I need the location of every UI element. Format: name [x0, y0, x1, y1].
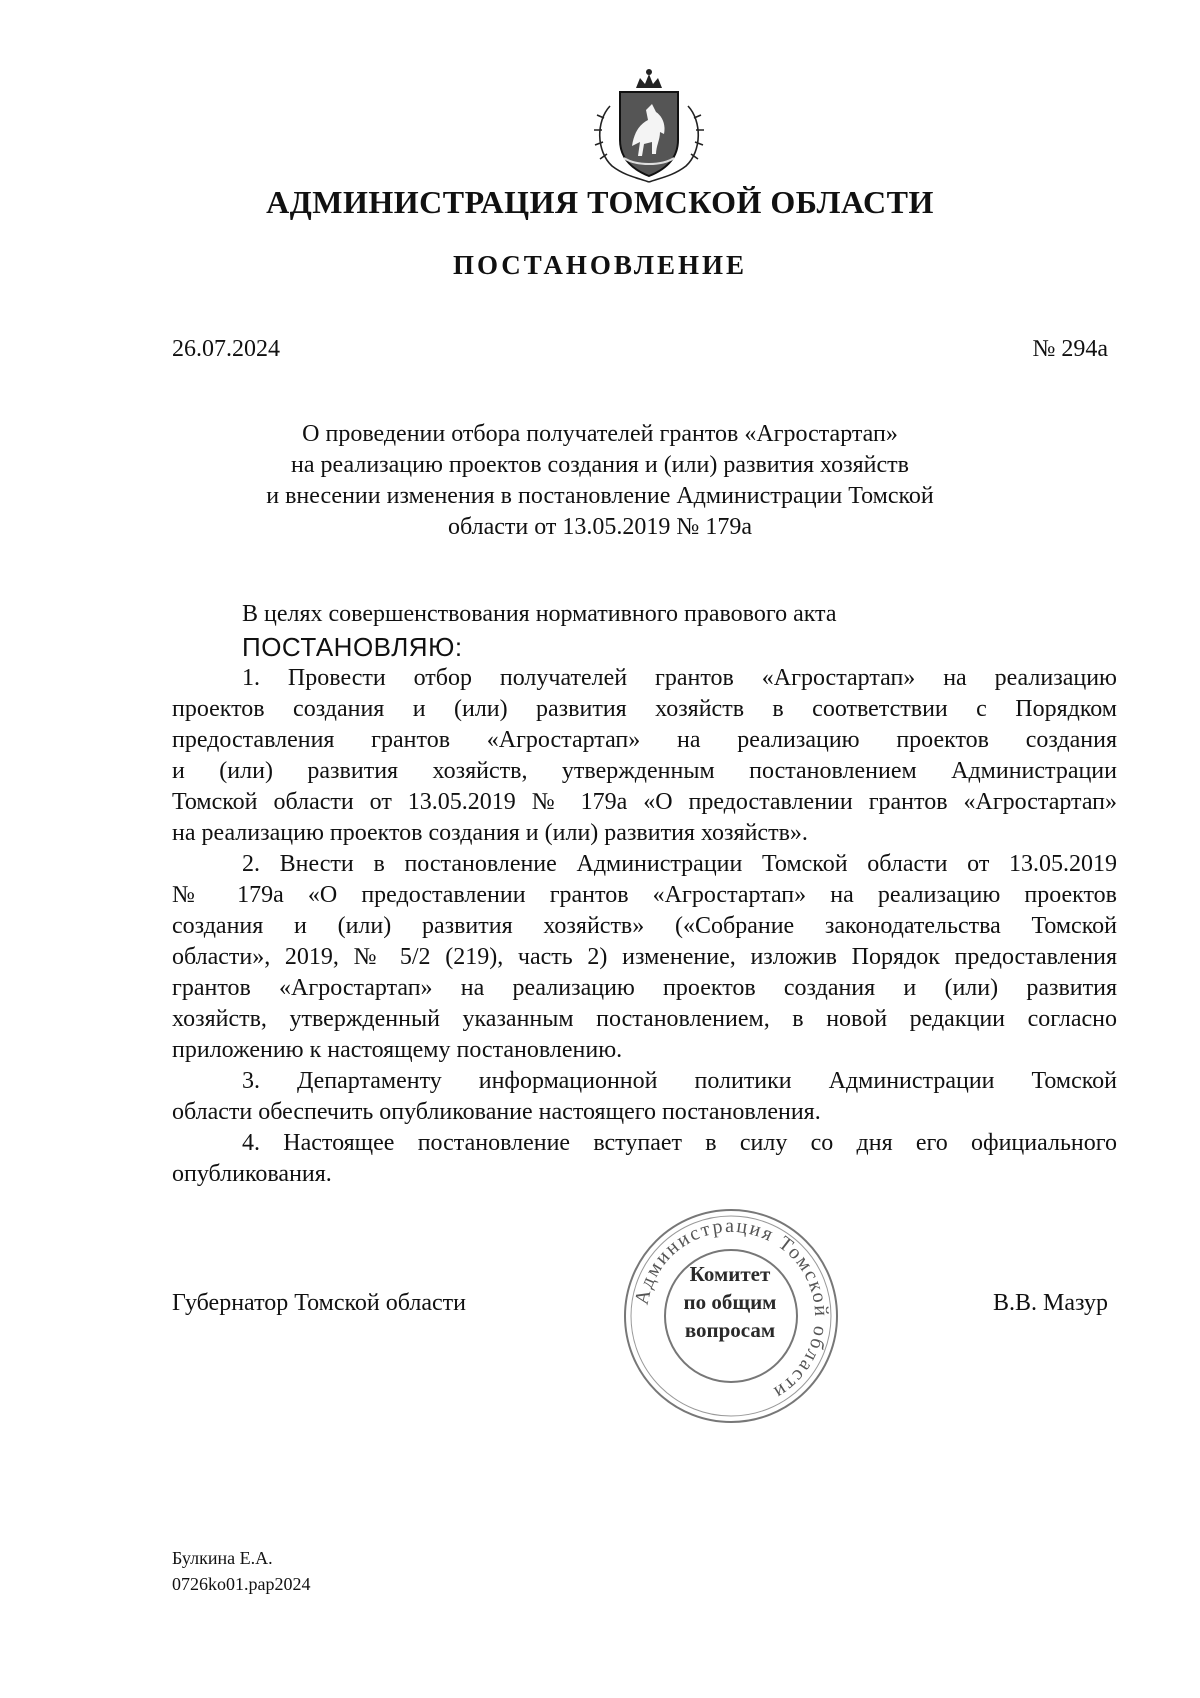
title-line: области от 13.05.2019 № 179а	[448, 514, 752, 540]
text-line: № 179а «О предоставлении грантов «Агростартап» на реализацию проектов	[172, 882, 1117, 908]
text-line: и (или) развития хозяйств, утвержденным постановлением Администрации	[172, 758, 1117, 784]
decree-word: ПОСТАНОВЛЯЮ:	[242, 632, 463, 662]
title-line: на реализацию проектов создания и (или) развития хозяйств	[291, 452, 909, 478]
coat-of-arms-icon	[590, 66, 708, 188]
text-line: 2. Внести в постановление Администрации Томской области от 13.05.2019	[242, 851, 1117, 877]
signatory-name: В.В. Мазур	[993, 1290, 1108, 1316]
text-line: хозяйств, утвержденный указанным постановлением, в новой редакции согласно	[172, 1006, 1117, 1032]
text-line: грантов «Агростартап» на реализацию проектов создания и (или) развития	[172, 975, 1117, 1001]
text-line: области», 2019, № 5/2 (219), часть 2) изменение, изложив Порядок предоставления	[172, 944, 1117, 970]
text-line: 3. Департаменту информационной политики Администрации Томской	[242, 1068, 1117, 1094]
file-code: 0726ko01.pap2024	[172, 1574, 311, 1594]
executor-name: Булкина Е.А.	[172, 1548, 273, 1568]
organization-name: АДМИНИСТРАЦИЯ ТОМСКОЙ ОБЛАСТИ	[266, 184, 934, 220]
text-line: приложению к настоящему постановлению.	[172, 1037, 623, 1063]
preamble: В целях совершенствования нормативного правового акта	[242, 601, 837, 627]
footer	[172, 1545, 311, 1597]
title-line: О проведении отбора получателей грантов «Агростартап»	[302, 421, 898, 447]
stamp-ring-text: Администрация Томской области	[630, 1214, 833, 1405]
stamp-center-line: вопросам	[684, 1318, 776, 1342]
text-line: Томской области от 13.05.2019 № 179а «О предоставлении грантов «Агростартап»	[172, 789, 1117, 815]
document-date: 26.07.2024	[172, 336, 280, 362]
paragraph-1	[172, 663, 1117, 849]
paragraph-3	[172, 1066, 1117, 1128]
paragraph-2	[172, 849, 1117, 1066]
document-title	[200, 419, 1000, 543]
stamp-center-line: Комитет	[689, 1262, 771, 1286]
document-number: № 294а	[1032, 336, 1108, 362]
text-line: предоставления грантов «Агростартап» на реализацию проектов создания	[172, 727, 1117, 753]
official-stamp-icon	[620, 1205, 842, 1427]
document-type: ПОСТАНОВЛЕНИЕ	[452, 250, 748, 280]
text-line: создания и (или) развития хозяйств» («Собрание законодательства Томской	[172, 913, 1117, 939]
text-line: опубликования.	[172, 1161, 332, 1187]
text-line: 4. Настоящее постановление вступает в силу со дня его официального	[242, 1130, 1117, 1156]
text-line: области обеспечить опубликование настоящего постановления.	[172, 1099, 821, 1125]
text-line: 1. Провести отбор получателей грантов «Агростартап» на реализацию	[242, 665, 1117, 691]
text-line: на реализацию проектов создания и (или) развития хозяйств».	[172, 820, 808, 846]
stamp-center-line: по общим	[683, 1290, 777, 1314]
text-line: проектов создания и (или) развития хозяйств в соответствии с Порядком	[172, 696, 1117, 722]
signatory-title: Губернатор Томской области	[172, 1290, 466, 1316]
document-body	[172, 663, 1117, 1190]
title-line: и внесении изменения в постановление Администрации Томской	[266, 483, 934, 509]
paragraph-4	[172, 1128, 1117, 1190]
